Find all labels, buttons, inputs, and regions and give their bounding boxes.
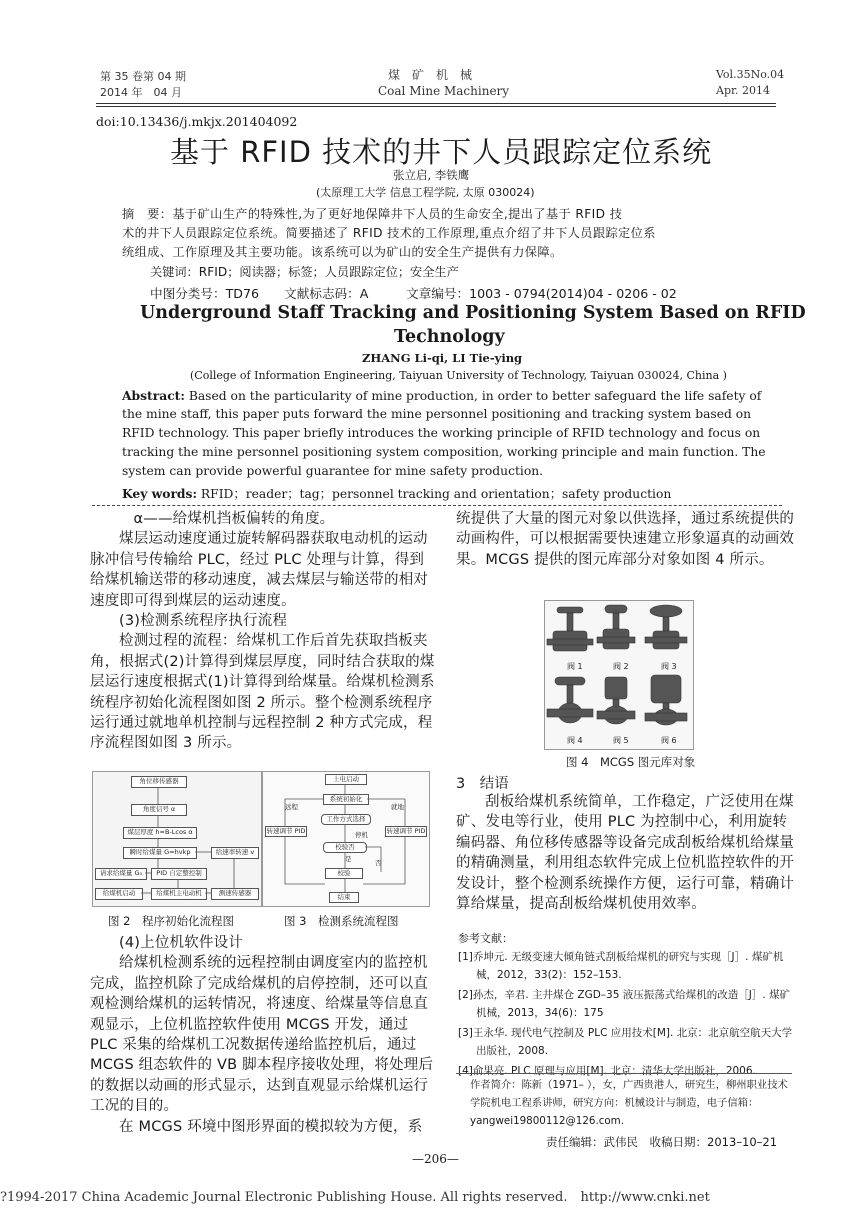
authors-en: ZHANG Li-qi, LI Tie-ying (362, 351, 523, 365)
affiliation-cn: (太原理工大学 信息工程学院, 太原 030024) (316, 186, 535, 199)
para-alpha: α——给煤机挡板偏转的角度。 (133, 511, 335, 527)
fig3-end: 结束 (329, 892, 359, 903)
fig2-box-speed: 给速率转速 v (211, 847, 259, 859)
fig2-box-flow: 瞬时给煤量 G=hvkp (123, 847, 197, 859)
fig3-local-label: 就地 (391, 803, 404, 811)
para-software: 给煤机检测系统的远程控制由调度室内的监控机完成，监控机除了完成给煤机的启停控制，还可以直观检测给煤机的运转情况，将速度、给煤量等信息直观显示，上位机监控软件使用 MCGS 开发，通过 PLC 采集的给煤机工况数据传递给监控机后，通过 MCGS 组态软件的 VB 脚本程序接收处理，将处理后的数据以动画的形式显示，达到直观显示给煤机运行工况的目的。 (90, 955, 434, 1115)
reference-3: [3]王永华. 现代电气控制及 PLC 应用技术[M]. 北京：北京航空航天大学出版社，2008. (458, 1027, 793, 1057)
references-title: 参考文献： (458, 932, 513, 945)
fig2-box-request: 请求给煤量 G₀ (95, 868, 147, 880)
conclusion-block (456, 792, 796, 914)
fig3-pid-local: 转速调节 PID (386, 827, 426, 835)
page-number: —206— (412, 1152, 459, 1166)
fig2-box-pid: PID 自定整控制 (151, 868, 207, 880)
reference-4: [4]俞果亮. PLC 原理与应用[M]. 北京：清华大学出版社，2006. (458, 1065, 756, 1077)
abstract-en-label: Abstract: (122, 388, 185, 403)
header-volume-cn: 第 35 卷第 04 期 (100, 70, 186, 83)
copyright-footer: ?1994-2017 China Academic Journal Electronic Publishing House. All rights reserved. http://www.cnki.net (0, 1190, 710, 1205)
valve-2-image (597, 605, 635, 649)
para-conclusion: 刮板给煤机系统简单，工作稳定，广泛使用在煤矿、发电等行业，使用 PLC 为控制中心，利用旋转编码器、角位移传感器等设备完成刮板给煤机给煤量的精确测量，利用组态软件完成上位机监控软件的开发设计，整个检测系统操作方便，运行可靠，精确计算给煤量，提高刮板给煤机使用效率。 (456, 794, 795, 913)
valve-6-image (645, 675, 687, 725)
abstract-cn-line2: 术的井下人员跟踪定位系统。简要描述了 RFID 技术的工作原理,重点介绍了井下人员跟踪定位系 (122, 226, 656, 240)
fig2-arrows (93, 772, 261, 906)
editor-line: 责任编辑：武伟民 收稿日期：2013–10–21 (546, 1135, 778, 1149)
fig2-caption: 图 2 程序初始化流程图 (108, 914, 234, 928)
abstract-en-line3: RFID technology. This paper briefly introduces the working principle of RFID technology and focus on (122, 426, 761, 440)
valve-1-label: 阀 1 (567, 662, 583, 671)
keywords-en-text: RFID；reader；tag；personnel tracking and orientation；safety production (197, 487, 672, 501)
abstract-en-text-1: Based on the particularity of mine production, in order to better safeguard the life safety of (184, 389, 762, 403)
fig3-check: 校验 (325, 868, 363, 879)
valve-3-image (645, 605, 687, 649)
valve-6-label: 阀 6 (661, 736, 677, 745)
header-volume-en: Vol.35No.04 (716, 68, 785, 81)
header-rule (96, 103, 776, 107)
fig2-box-angle: 角度信号 α (131, 804, 187, 816)
fig3-confirm: 校验否 (323, 842, 367, 853)
fig3-no-label: 否 (375, 859, 382, 867)
reference-2: [2]孙杰，辛君. 主井煤仓 ZGD–35 液压振荡式给煤机的改造［J］. 煤矿机械，2013，34(6)：175 (458, 989, 791, 1019)
fig3-arrows (263, 772, 429, 906)
fig3-yes-label: 是 (345, 855, 352, 863)
bio-rule (456, 1073, 792, 1074)
paper-title-cn: 基于 RFID 技术的井下人员跟踪定位系统 (170, 135, 713, 169)
valve-4-image (547, 677, 593, 723)
valve-4-label: 阀 4 (567, 736, 583, 745)
fig3-caption: 图 3 检测系统流程图 (284, 914, 399, 928)
fig2-box-thickness: 煤层厚度 h=B-Lcos α (123, 827, 197, 839)
para-mcgs-cont: 统提供了大量的图元对象以供选择，通过系统提供的动画构件，可以根据需要快速建立形象逼真的动画效果。MCGS 提供的图元库部分对象如图 4 所示。 (456, 511, 795, 568)
fig3-init: 系统初始化 (323, 794, 369, 805)
affiliation-en: (College of Information Engineering, Taiyuan University of Technology, Taiyuan 030024, China ) (190, 369, 727, 382)
keywords-en-label: Key words: (122, 486, 197, 501)
header-date-en: Apr. 2014 (716, 84, 771, 97)
section-3-heading: 3 结语 (456, 776, 509, 792)
abstract-cn-line3: 统组成、工作原理及其主要功能。该系统可以为矿山的安全生产提供有力保障。 (122, 245, 563, 259)
figure-2 (92, 771, 262, 907)
right-column (456, 509, 796, 570)
para-mcgs-start: 在 MCGS 环境中图形界面的模拟较为方便，系 (119, 1118, 423, 1135)
valve-3-label: 阀 3 (661, 662, 677, 671)
figure-4 (544, 600, 694, 750)
abstract-en-line2: the mine staff, this paper puts forward the mine personnel positioning and tracking system based on (122, 407, 752, 421)
reference-1: [1]乔坤元. 无级变速大倾角链式刮板给煤机的研究与实现［J］. 煤矿机械，2012，33(2)：152–153. (458, 951, 784, 981)
para-flow: 检测过程的流程：给煤机工作后首先获取挡板夹角，根据式(2)计算得到煤层厚度，同时结合获取的煤层运行速度根据式(1)计算得到给煤量。给煤机检测系统程序初始化流程图如图 2 所示。整个检测系统程序运行通过就地单机控制与远程控制 2 种方式完成，程序流程图如图 3 所示。 (90, 633, 435, 752)
fig2-box-start: 给煤机启动 (95, 888, 143, 900)
fig2-box-sensor: 角位移传感器 (131, 776, 187, 788)
fig3-pid-remote: 转速调节 PID (266, 827, 306, 835)
left-column (90, 509, 435, 754)
valve-images (545, 601, 693, 749)
abstract-separator (92, 505, 782, 506)
keywords-cn: 关键词：RFID；阅读器；标签；人员跟踪定位；安全生产 (150, 265, 459, 279)
fig4-caption: 图 4 MCGS 图元库对象 (566, 755, 696, 769)
doi: doi:10.13436/j.mkjx.201404092 (96, 114, 298, 129)
abstract-cn-line1: 摘 要：基于矿山生产的特殊性,为了更好地保障井下人员的生命安全,提出了基于 RFID 技 (122, 207, 623, 221)
subheading-software: (4)上位机软件设计 (119, 935, 244, 951)
subheading-flow: (3)检测系统程序执行流程 (119, 613, 288, 630)
paper-title-en-line1: Underground Staff Tracking and Positioning System Based on RFID (140, 303, 806, 323)
valve-1-image (547, 607, 593, 651)
figure-3 (262, 771, 430, 907)
abstract-en-line1 (122, 388, 761, 403)
fig3-stop-label: 停机 (355, 831, 368, 839)
references-list (458, 948, 794, 1082)
paper-title-en-line2: Technology (394, 327, 505, 347)
left-column-lower (90, 933, 435, 1137)
fig2-box-motor: 给煤机主电动机 (151, 888, 207, 900)
keywords-en-line (122, 484, 671, 502)
fig2-box-tachometer: 测速传感器 (211, 888, 259, 900)
fig3-remote-label: 远程 (285, 803, 298, 811)
valve-5-label: 阀 5 (613, 736, 629, 745)
fig3-start: 上电启动 (325, 774, 367, 785)
header-journal-cn: 煤 矿 机 械 (388, 68, 473, 82)
valve-2-label: 阀 2 (613, 662, 629, 671)
header-journal-en: Coal Mine Machinery (378, 84, 510, 98)
para-speed: 煤层运动速度通过旋转解码器获取电动机的运动脉冲信号传输给 PLC，经过 PLC 处理与计算，得到给煤机输送带的移动速度，减去煤层与输送带的相对速度即可得到煤层的运动速度。 (90, 531, 429, 609)
authors-cn: 张立启, 李铁鹰 (393, 168, 470, 182)
abstract-en-line4: tracking the mine personnel positioning system composition, working principle and main function. The (122, 445, 766, 459)
abstract-en-line5: system can provide powerful guarantee for mine safety production. (122, 464, 544, 478)
header-date-cn: 2014 年 04 月 (100, 86, 182, 99)
classification-line: 中图分类号：TD76 文献标志码：A 文章编号：1003 - 0794(2014)04 - 0206 - 02 (150, 286, 677, 301)
fig3-mode: 工作方式选择 (321, 814, 371, 825)
valve-5-image (597, 677, 635, 724)
author-bio: 作者简介：陈新（1971– ），女，广西贵港人，研究生，柳州职业技术学院机电工程系讲师，研究方向：机械设计与制造，电子信箱：yangwei19800112@126.com. (470, 1079, 788, 1127)
